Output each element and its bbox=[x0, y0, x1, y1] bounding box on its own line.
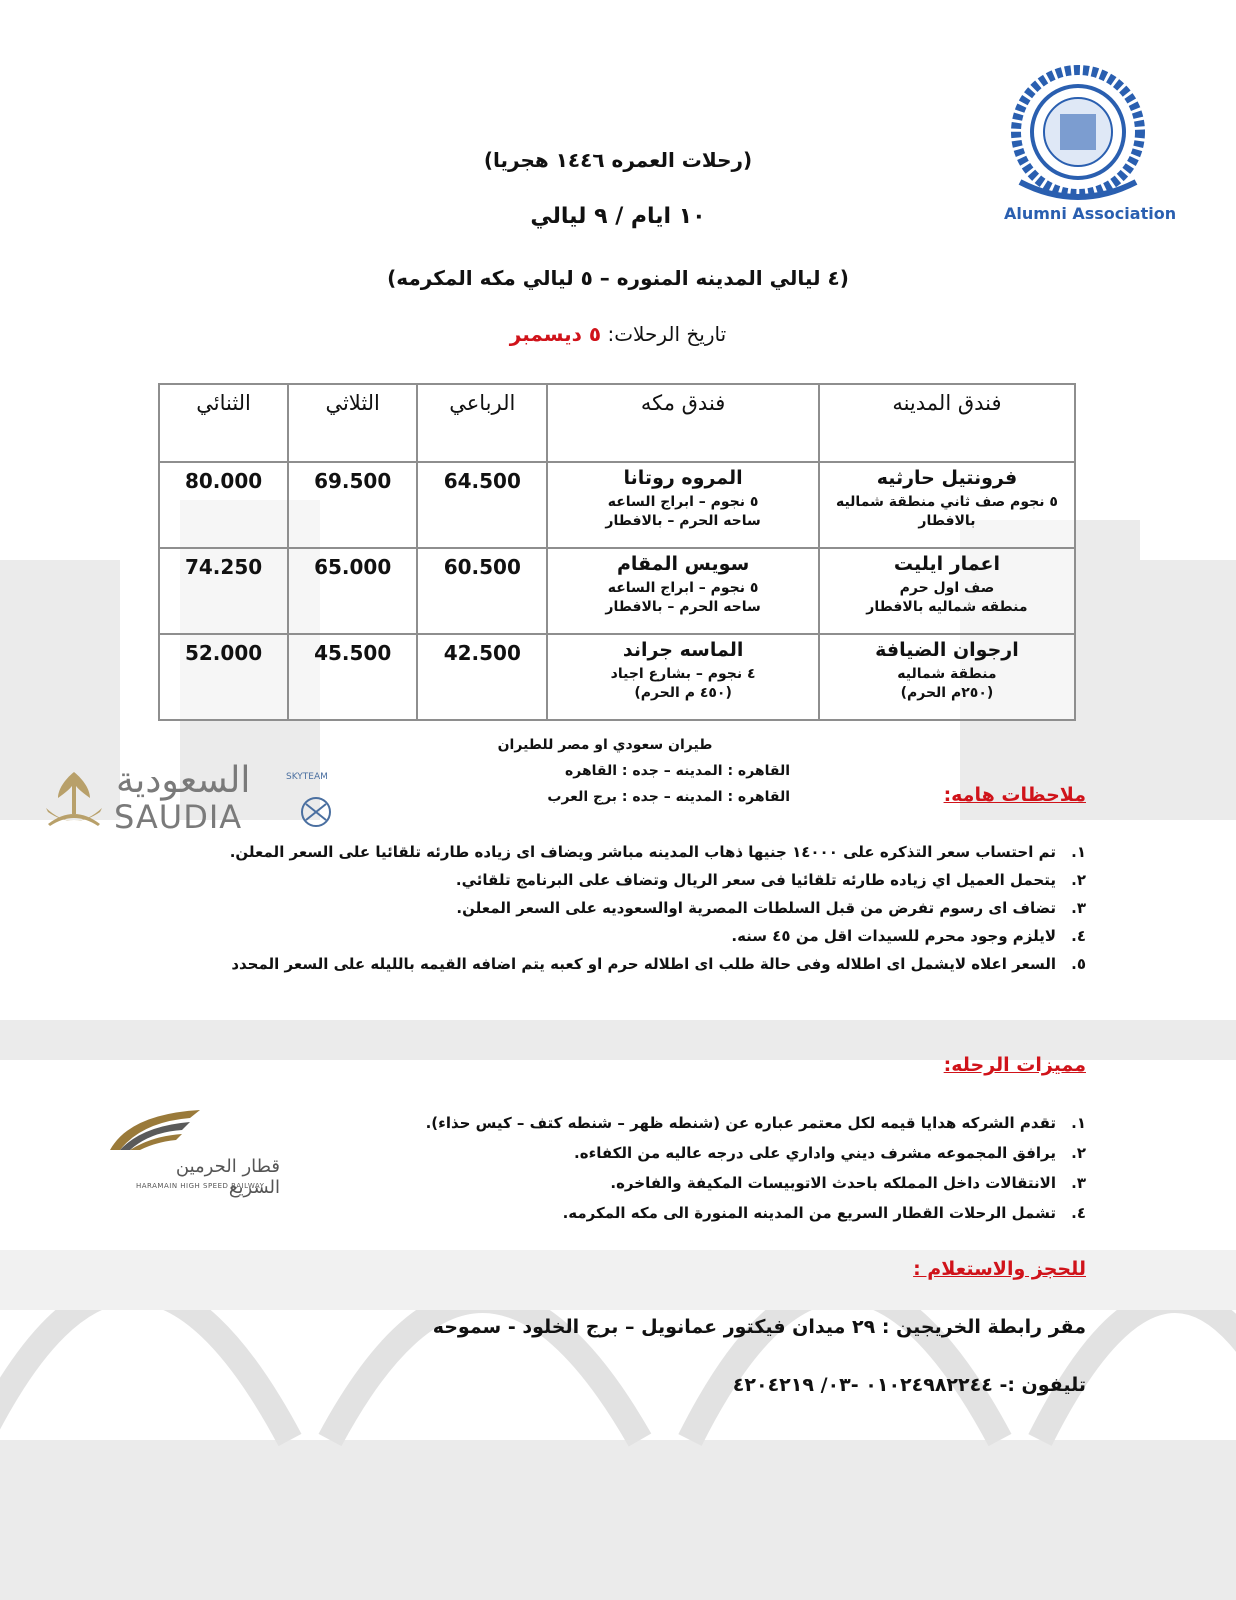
list-item bbox=[116, 894, 1086, 922]
price-double: 80.000 bbox=[184, 469, 263, 493]
note-text: تضاف اى رسوم تفرض من قبل السلطات المصرية اوالسعوديه على السعر المعلن. bbox=[456, 899, 1056, 917]
makka-hotel-cell bbox=[547, 462, 819, 548]
notes-heading: ملاحظات هامه: bbox=[943, 784, 1086, 806]
list-number: ٤. bbox=[1071, 1204, 1086, 1222]
skyteam-label: SKYTEAM bbox=[286, 772, 328, 782]
list-number: ١. bbox=[1071, 843, 1086, 861]
makka-hotel-desc: (٤٥٠ م الحرم) bbox=[634, 685, 732, 701]
price-table bbox=[158, 383, 1076, 721]
col-header-double: الثنائي bbox=[159, 384, 288, 462]
list-number: ٢. bbox=[1071, 1144, 1086, 1162]
col-header-madina-hotel: فندق المدينه bbox=[819, 384, 1075, 462]
trip-date-line bbox=[0, 322, 1236, 346]
flights-info bbox=[420, 732, 790, 810]
list-number: ٤. bbox=[1071, 927, 1086, 945]
price-triple: 69.500 bbox=[314, 469, 392, 493]
flights-route: القاهره : المدينه – جده : برج العرب bbox=[547, 789, 790, 805]
trip-date-label: تاريخ الرحلات: bbox=[607, 322, 727, 346]
list-number: ٣. bbox=[1071, 899, 1086, 917]
makka-hotel-desc: ساحه الحرم – بالافطار bbox=[605, 599, 761, 615]
price-triple: 45.500 bbox=[314, 641, 392, 665]
trip-nights-split: (٤ ليالي المدينه المنوره – ٥ ليالي مكه المكرمه) bbox=[387, 266, 849, 290]
madina-hotel-cell bbox=[819, 462, 1075, 548]
makka-hotel-name: الماسه جراند bbox=[622, 639, 744, 661]
table-row bbox=[159, 548, 1075, 634]
list-item bbox=[296, 1138, 1086, 1168]
trip-duration: ١٠ ايام / ٩ ليالي bbox=[530, 204, 706, 229]
contact-address: مقر رابطة الخريجين : ٢٩ ميدان فيكتور عمانويل – برج الخلود - سموحه bbox=[432, 1316, 1086, 1338]
makka-hotel-desc: ٥ نجوم – ابراج الساعه bbox=[607, 494, 759, 510]
list-item bbox=[116, 866, 1086, 894]
madina-hotel-cell bbox=[819, 634, 1075, 720]
note-text: تم احتساب سعر التذكره على ١٤٠٠٠ جنيها ذهاب المدينه مباشر ويضاف اى زياده طارئه تلقائيا على السعر المعلن. bbox=[229, 843, 1056, 861]
price-double: 74.250 bbox=[184, 555, 263, 579]
list-number: ١. bbox=[1071, 1114, 1086, 1132]
makka-hotel-cell bbox=[547, 634, 819, 720]
list-item bbox=[116, 922, 1086, 950]
price-quad: 42.500 bbox=[443, 641, 521, 665]
col-header-quad: الرباعي bbox=[417, 384, 547, 462]
notes-list bbox=[116, 838, 1086, 978]
list-item bbox=[296, 1168, 1086, 1198]
contact-heading: للحجز والاستعلام : bbox=[913, 1258, 1086, 1280]
note-text: السعر اعلاه لايشمل اى اطلاله وفى حالة طلب اى اطلاله حرم او كعبه يتم اضافه القيمه بالليله على السعر المحدد bbox=[231, 955, 1056, 973]
madina-hotel-name: ارجوان الضيافة bbox=[875, 639, 1019, 661]
madina-hotel-desc: صف اول حرم bbox=[899, 580, 995, 596]
price-double: 52.000 bbox=[184, 641, 263, 665]
list-number: ٣. bbox=[1071, 1174, 1086, 1192]
col-header-triple: الثلاثي bbox=[288, 384, 417, 462]
madina-hotel-name: اعمار ايليت bbox=[893, 553, 1001, 575]
list-item bbox=[296, 1198, 1086, 1228]
makka-hotel-name: سويس المقام bbox=[616, 553, 750, 575]
saudia-arabic: السعودية bbox=[116, 760, 251, 801]
saudia-latin: SAUDIA bbox=[114, 798, 243, 836]
train-arabic: قطار الحرمين السريع bbox=[175, 1156, 280, 1198]
contact-phone: تليفون :- ٠١٠٢٤٩٨٢٢٤٤ -٠٣/ ٤٢٠٤٢١٩ bbox=[732, 1374, 1086, 1396]
flights-route: القاهره : المدينه – جده : القاهره bbox=[564, 763, 790, 779]
list-number: ٥. bbox=[1071, 955, 1086, 973]
train-latin: HARAMAIN HIGH SPEED RAILWAY bbox=[136, 1182, 265, 1190]
makka-hotel-desc: ٥ نجوم – ابراج الساعه bbox=[607, 580, 759, 596]
madina-hotel-desc: (٢٥٠م الحرم) bbox=[900, 685, 994, 701]
trip-title: (رحلات العمره ١٤٤٦ هجريا) bbox=[483, 148, 753, 172]
madina-hotel-desc: بالافطار bbox=[918, 513, 976, 529]
note-text: لايلزم وجود محرم للسيدات اقل من ٤٥ سنه. bbox=[731, 927, 1056, 945]
madina-hotel-desc: ٥ نجوم صف ثاني منطقة شماليه bbox=[835, 494, 1058, 510]
list-number: ٢. bbox=[1071, 871, 1086, 889]
list-item bbox=[116, 838, 1086, 866]
price-quad: 64.500 bbox=[443, 469, 521, 493]
makka-hotel-desc: ساحه الحرم – بالافطار bbox=[605, 513, 761, 529]
feature-text: تشمل الرحلات القطار السريع من المدينه المنورة الى مكه المكرمه. bbox=[562, 1204, 1056, 1222]
price-triple: 65.000 bbox=[314, 555, 392, 579]
feature-text: يرافق المجموعه مشرف ديني واداري على درجه عاليه من الكفاءه. bbox=[574, 1144, 1056, 1162]
table-header-row bbox=[159, 384, 1075, 462]
table-row bbox=[159, 634, 1075, 720]
feature-text: تقدم الشركه هدايا قيمه لكل معتمر عباره عن (شنطه ظهر – شنطه كتف – كيس حذاء). bbox=[425, 1114, 1056, 1132]
trip-date-value: ٥ ديسمبر bbox=[509, 322, 602, 346]
list-item bbox=[116, 950, 1086, 978]
saudia-logo bbox=[40, 760, 340, 840]
alumni-logo-caption: Alumni Association bbox=[1004, 204, 1177, 223]
madina-hotel-desc: منطقه شماليه بالافطار bbox=[866, 599, 1028, 615]
madina-hotel-name: فرونتيل حارثيه bbox=[876, 467, 1018, 489]
madina-hotel-cell bbox=[819, 548, 1075, 634]
makka-hotel-cell bbox=[547, 548, 819, 634]
features-list bbox=[296, 1108, 1086, 1228]
makka-hotel-name: المروه روتانا bbox=[623, 467, 743, 489]
haramain-train-logo bbox=[90, 1100, 280, 1204]
features-heading: مميزات الرحله: bbox=[943, 1054, 1086, 1076]
feature-text: الانتقالات داخل المملكه باحدث الاتوبيسات المكيفة والفاخره. bbox=[610, 1174, 1056, 1192]
col-header-makka-hotel: فندق مكه bbox=[547, 384, 819, 462]
list-item bbox=[296, 1108, 1086, 1138]
price-quad: 60.500 bbox=[443, 555, 521, 579]
makka-hotel-desc: ٤ نجوم – بشارع اجياد bbox=[610, 666, 756, 682]
note-text: يتحمل العميل اي زياده طارئه تلقائيا فى سعر الريال وتضاف على البرنامج تلقائي. bbox=[455, 871, 1056, 889]
table-row bbox=[159, 462, 1075, 548]
flights-airlines: طيران سعودي او مصر للطيران bbox=[497, 737, 713, 753]
madina-hotel-desc: منطقة شماليه bbox=[897, 666, 997, 682]
